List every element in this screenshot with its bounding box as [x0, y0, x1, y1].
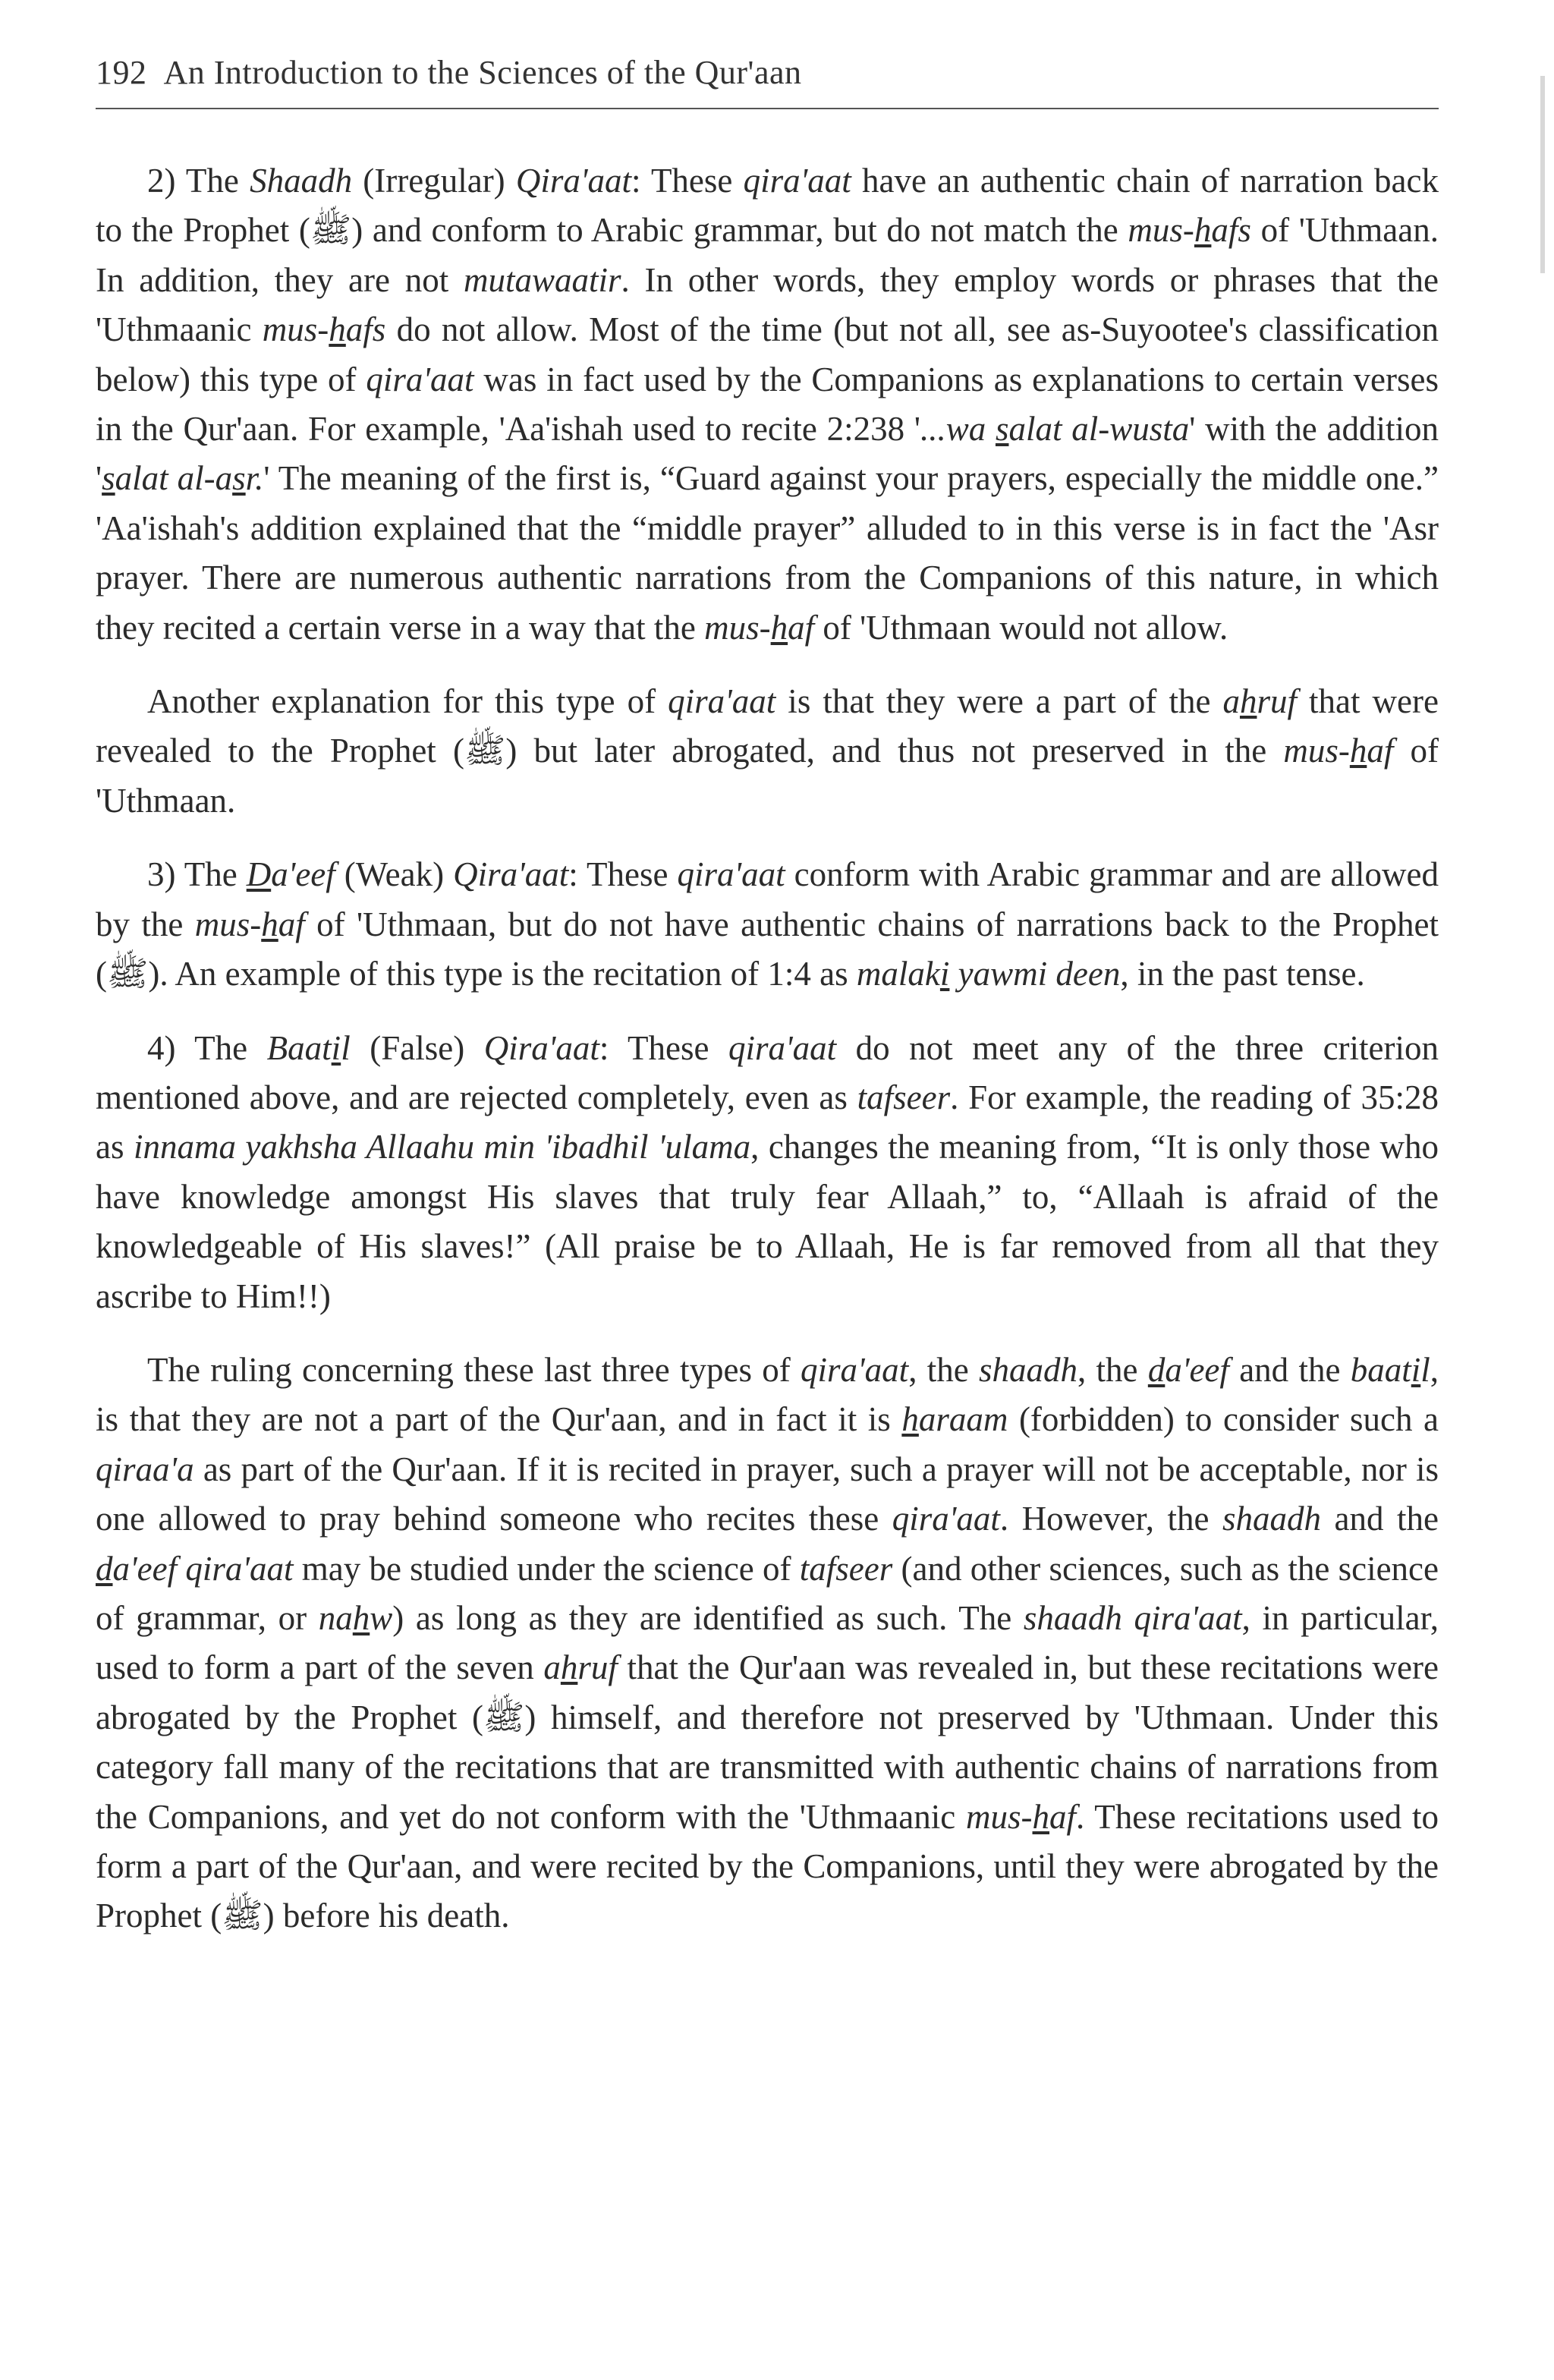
term-part: D [246, 855, 272, 894]
term: qira'aat [668, 682, 776, 721]
term-part: l [341, 1028, 351, 1067]
term-part: h [329, 310, 346, 349]
term-part: afs [345, 310, 386, 349]
term-part: af [788, 608, 815, 647]
text-span: is that they were a part of the [775, 682, 1223, 721]
term [1351, 1351, 1430, 1389]
term-part: a [543, 1648, 561, 1687]
term-part: i [1411, 1350, 1421, 1389]
term-part: na [318, 1598, 353, 1637]
text-span: , in the past tense. [1120, 955, 1365, 993]
text-span: ' The meaning of the first is, “Guard against your prayers, especially the middle one.” 'Aa'ishah's addition explained that the “middle prayer” alluded to in this verse is in fact the 'Asr prayer. There are numerous authentic narrations from the Companions of this nature, in which they recited a certain verse in a way that the [96, 459, 1439, 647]
term [704, 609, 814, 647]
term: Qira'aat [483, 1028, 599, 1067]
page-edge-shadow [1540, 76, 1545, 273]
page-number: 192 [96, 54, 147, 91]
text-span: , the [908, 1350, 979, 1389]
text-span: conform with Arabic grammar and are allowed by the [96, 855, 1439, 943]
term-part: h [1239, 682, 1257, 721]
term-part: a'eef [1165, 1350, 1229, 1389]
text-span: . For example, the reading of 35:28 as [96, 1078, 1439, 1166]
text-span: . However, the [999, 1500, 1223, 1538]
text-span: do not allow. Most of the time (but not all, see as-Suyootee's classification below) this type of [96, 310, 1439, 398]
term-part: mus- [704, 608, 771, 647]
text-span: . In other words, they employ words or phrases that the 'Uthmaanic [96, 260, 1439, 349]
term [1128, 211, 1251, 249]
term [267, 1029, 351, 1067]
term-part: yawmi deen [949, 955, 1121, 993]
text-span: of 'Uthmaan, but do not have authentic chains of narrations back to the Prophet (ﷺ). An example of this type is the recitation of 1:4 as [96, 905, 1439, 993]
text-span: , the [1077, 1350, 1148, 1389]
term-part: malak [856, 955, 940, 993]
term: Qira'aat [515, 162, 632, 200]
term-part: mus- [1128, 211, 1194, 250]
term-part: h [1032, 1797, 1050, 1836]
term-part: h [560, 1648, 578, 1687]
text-span: The ruling concerning these last three types of [147, 1350, 801, 1389]
text-span: (Weak) [335, 855, 454, 894]
term-part: d [96, 1549, 113, 1588]
term: innama yakhsha Allaahu min 'ibadhil 'ulama [133, 1128, 751, 1166]
term-part: af [1367, 732, 1394, 770]
term-part: h [261, 905, 278, 943]
text-span: 3) The [147, 855, 247, 894]
text-span: and the [1321, 1500, 1439, 1538]
term-part: i [939, 955, 950, 993]
paragraph-daeef [96, 850, 1439, 999]
text-span: (and other sciences, such as the science of grammar, or [96, 1549, 1439, 1637]
term-part: l [1420, 1350, 1430, 1389]
text-span: : These [631, 162, 744, 200]
term-part: s [102, 459, 115, 498]
term: qira'aat [892, 1500, 1000, 1538]
text-span: was in fact used by the Companions as explanations to certain verses in the Qur'aan. For example, 'Aa'ishah used to recite 2:238 ' [96, 360, 1439, 449]
term-part: araam [918, 1400, 1008, 1439]
term-part: h [901, 1400, 919, 1439]
term-part: af [278, 905, 305, 943]
term: qira'aat [743, 162, 851, 200]
body-text [96, 156, 1439, 1966]
running-title: An Introduction to the Sciences of the Qur'aan [163, 54, 802, 91]
text-span: . These recitations used to form a part of the Qur'aan, and were recited by the Companions, until they were abrogated by the Prophet (ﷺ) before his death. [96, 1797, 1439, 1935]
term-part: a [1222, 682, 1240, 721]
text-span: as part of the Qur'aan. If it is recited in prayer, such a prayer will not be acceptable, nor is one allowed to pray behind someone who recites these [96, 1450, 1439, 1538]
text-span: : These [599, 1028, 728, 1067]
text-span: Another explanation for this type of [147, 682, 668, 721]
term-part: baat [1350, 1350, 1411, 1389]
term: qira'aat [366, 360, 474, 398]
text-span: (Irregular) [352, 162, 516, 200]
header-rule [96, 108, 1439, 109]
text-span: , is that they are not a part of the Qur'aan, and in fact it is [96, 1350, 1439, 1439]
term [102, 459, 263, 497]
term [319, 1599, 393, 1637]
term [247, 855, 335, 893]
term-part: afs [1211, 211, 1251, 250]
text-span: may be studied under the science of [293, 1549, 800, 1588]
term-part: w [370, 1598, 393, 1637]
text-span: (forbidden) to consider such a [1008, 1400, 1439, 1439]
term-part: h [1194, 211, 1212, 250]
term [263, 310, 386, 348]
term [901, 1400, 1008, 1438]
term: tafseer [799, 1549, 893, 1588]
paragraph-shaadh [96, 156, 1439, 653]
term-part: ruf [1257, 682, 1297, 721]
text-span: 4) The [147, 1028, 267, 1067]
term [96, 1550, 293, 1588]
term-part: ruf [577, 1648, 618, 1687]
term-part: mus- [194, 905, 262, 943]
text-span: of 'Uthmaan. [96, 732, 1439, 820]
term: shaadh qira'aat [1023, 1598, 1242, 1637]
text-span: and the [1228, 1350, 1351, 1389]
term [857, 955, 1120, 993]
term-part: a'eef [271, 855, 335, 894]
term-part: alat al-a [115, 459, 233, 498]
term-part: h [770, 608, 788, 647]
text-span: , in particular, used to form a part of the seven [96, 1598, 1439, 1687]
paragraph-ruling [96, 1346, 1439, 1941]
text-span: ) as long as they are identified as such. The [392, 1598, 1024, 1637]
term: qira'aat [677, 855, 785, 894]
text-span: do not meet any of the three criterion mentioned above, and are rejected completely, even as [96, 1028, 1439, 1116]
text-span: have an authentic chain of narration back to the Prophet (ﷺ) and conform to Arabic grammar, but do not match the [96, 162, 1439, 250]
term [1148, 1351, 1229, 1389]
term-part: r. [245, 459, 264, 498]
text-span: ' with the addition ' [96, 410, 1439, 498]
term [195, 905, 305, 943]
term: Shaadh [250, 162, 353, 200]
term [1283, 732, 1393, 770]
term: qira'aat [728, 1028, 837, 1067]
term-part: a'eef qira'aat [112, 1549, 294, 1588]
term [543, 1648, 618, 1686]
text-span: of 'Uthmaan. In addition, they are not [96, 211, 1439, 299]
text-span: that were revealed to the Prophet (ﷺ) but later abrogated, and thus not preserved in the [96, 682, 1439, 770]
term [1222, 682, 1297, 720]
text-span: of 'Uthmaan would not allow. [814, 608, 1228, 647]
term [966, 1798, 1076, 1836]
term [920, 410, 1189, 448]
text-span: that the Qur'aan was revealed in, but these recitations were abrogated by the Prophet (ﷺ) himself, and therefore not preserved by 'Uthmaan. Under this category fall many of the recitations that are transmitted with authentic chains of narrations from the Companions, and yet do not conform with the 'Uthmaanic [96, 1648, 1439, 1836]
term: Qira'aat [453, 855, 569, 894]
term-part: mus- [1283, 732, 1350, 770]
term: shaadh [979, 1350, 1078, 1389]
running-header [96, 53, 1439, 111]
term-part: af [1049, 1797, 1077, 1836]
term-part: ...wa [920, 410, 996, 449]
header-text [96, 53, 802, 92]
term-part: mus- [966, 1797, 1033, 1836]
term: qiraa'a [96, 1450, 194, 1488]
text-span: : These [568, 855, 678, 894]
term-part: d [1147, 1350, 1166, 1389]
term-part: s [232, 459, 246, 498]
term-part: h [352, 1598, 370, 1637]
paragraph-baatil [96, 1024, 1439, 1321]
term: shaadh [1222, 1500, 1322, 1538]
term-part: alat al-wusta [1008, 410, 1190, 449]
text-span: 2) The [147, 162, 250, 200]
term: mutawaatir [463, 260, 621, 299]
paragraph-another-explanation [96, 677, 1439, 826]
text-span: , changes the meaning from, “It is only those who have knowledge amongst His slaves that truly fear Allaah,” to, “Allaah is afraid of the knowledgeable of His slaves!” (All praise be to Allaah, He is far removed from all that they ascribe to Him!!) [96, 1128, 1439, 1315]
term-part: s [995, 410, 1009, 449]
text-span: (False) [350, 1028, 484, 1067]
term: tafseer [857, 1078, 951, 1116]
term-part: i [331, 1028, 341, 1067]
term: qira'aat [801, 1350, 909, 1389]
term-part: h [1349, 732, 1367, 770]
term-part: Baat [266, 1028, 332, 1067]
term-part: mus- [262, 310, 329, 349]
